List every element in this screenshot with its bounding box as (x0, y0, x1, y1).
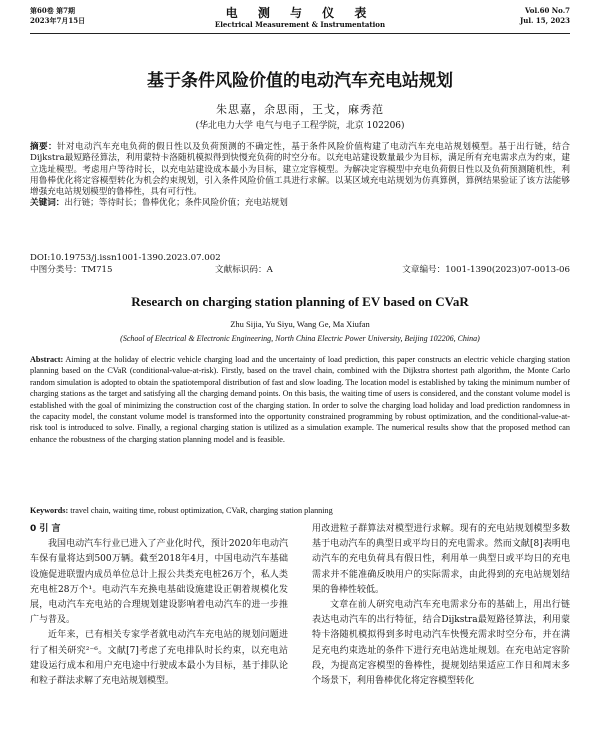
body-column-right (312, 522, 570, 689)
affiliation-en: (School of Electrical & Electronic Engineering, North China Electric Power University, Beijing 102206, China) (120, 334, 480, 343)
doi: DOI:10.19753/j.issn1001-1390.2023.07.002 (30, 253, 221, 263)
keywords-en-text: travel chain, waiting time, robust optimization, CVaR, charging station planning (70, 506, 333, 515)
keywords-en-label: Keywords: (30, 506, 69, 515)
keywords-cn (30, 198, 570, 209)
body-paragraph: 文章在前人研究电动汽车充电需求分布的基础上，用出行链表达电动汽车的出行特征，结合Dijkstra最短路径算法，利用蒙特卡洛随机模拟得到多时电动汽车快慢充需求时空分布，并在满足充电约束选址的条件下进行充电站选址规划。在充电站定容阶段，为提高定容模型的鲁棒性，提规划结果适应工作日和周末多个场景下，利用鲁棒优化将定容模型转化 (312, 600, 570, 687)
body-paragraph: 近年来，已有相关专家学者就电动汽车充电站的规划问题进行了相关研究²⁻⁶。文献[7]考虑了充电排队时长约束，以充电站建设运行成本和用户充电途中行驶成本最小为目标，基于排队论和粒子群法求解了充电站规划模型。 (30, 630, 288, 687)
abstract-en-text: Aiming at the holiday of electric vehicle charging load and the uncertainty of load prediction, this paper constructs an electric vehicle charging station planning based on the CVaR (conditional-value-at-risk). Firstly, based on the travel chain, combined with the Dijkstra shortest path algorithm, the Monte Carlo random simulation is adopted to obtain the spatiotemporal distribution of fast and slow loading. The location model is established by taking the minimum number of charging stations as the target and satisfying all the charging demand points. On this basis, the waiting time of users is considered, and the constant volume model is established with the goal of minimizing the construction cost of the charging station. In order to solve the charging load holiday and load prediction randomness in the capacity model, the constant volume model is transformed into the opportunity constrained programming by robust optimization, and the conditional-value-at-risk tool is introduced to solve. Finally, a regional charging station is utilized as a simulation example. The numerical results show that the proposed method can enhance the robustness of the charging station planning model and is feasible. (30, 355, 570, 444)
journal-name-en: Electrical Measurement & Instrumentation (214, 20, 386, 29)
volume-cn: 第60卷 第7期 (30, 6, 76, 15)
header-right (520, 6, 570, 26)
page-header (30, 6, 570, 34)
body-paragraph: 用改进粒子群算法对模型进行求解。现有的充电站规划模型多数基于电动汽车的典型日或平均日的充电需求。然而文献[8]表明电动汽车的充电负荷具有假日性，利用单一典型日或平均日的充电需求并不能准确反映用户的实际需求，由此得到的充电站规划结果的鲁棒性较低。 (312, 524, 570, 595)
volume-en: Vol.60 No.7 (525, 6, 570, 15)
keywords-cn-label: 关键词： (30, 198, 65, 209)
document-code: 文献标识码：A (215, 265, 273, 275)
header-divider (30, 33, 570, 34)
date-cn: 2023年7月15日 (30, 16, 86, 25)
affiliation-cn: (华北电力大学 电气与电子工程学院，北京 102206) (195, 121, 405, 131)
abstract-en (30, 354, 570, 445)
body-column-left (30, 522, 288, 689)
date-en: Jul. 15, 2023 (519, 16, 570, 25)
authors-en: Zhu Sijia, Yu Siyu, Wang Ge, Ma Xiufan (230, 319, 370, 329)
paper-title-cn: 基于条件风险价值的电动汽车充电站规划 (147, 71, 453, 91)
authors-cn: 朱思嘉，余思雨，王戈，麻秀范 (216, 103, 384, 116)
abstract-cn-label: 摘要： (30, 142, 58, 152)
clc-number: 中图分类号：TM715 (30, 265, 113, 275)
keywords-cn-text: 出行链；等待时长；鲁棒优化；条件风险价值；充电站规划 (64, 198, 288, 209)
abstract-cn (30, 142, 570, 210)
section-heading-introduction: 0 引 言 (30, 524, 61, 534)
article-number: 文章编号：1001-1390(2023)07-0013-06 (402, 265, 570, 275)
abstract-cn-text: 针对电动汽车充电负荷的假日性以及负荷预测的不确定性，基于条件风险价值构建了电动汽车充电站规划模型。基于出行链，结合Dijkstra最短路径算法，利用蒙特卡洛随机模拟得到快慢充负荷的时空分布。以充电站建设数量最少为目标，满足所有充电需求点为约束，建立选址模型。考虑用户等待时长，以充电站建设成本最小为目标，建立定容模型。为解决定容模型中充电负荷假日性以及负荷预测随机性，利用鲁棒优化将定容模型转化为机会约束规划，引入条件风险价值工具进行求解。以某区域充电站规划为仿真算例，算例结果验证了该方法能够增强充电站规划模型的鲁棒性，具有可行性。 (30, 142, 570, 198)
header-center (30, 6, 570, 29)
body-paragraph: 我国电动汽车行业已进入了产业化时代，预计2020年电动汽车保有量将达到500万辆。截至2018年4月，中国电动汽车基础设施促进联盟内成员单位总计上报公共类充电桩26万个，私人类充电桩28万个¹。电动汽车充换电基础设施建设正朝着规模化发展，电动汽车充电站的合理规划建设影响着电动汽车的进一步推广与普及。 (30, 539, 288, 626)
abstract-en-label: Abstract: (30, 355, 64, 364)
paper-title-en: Research on charging station planning of EV based on CVaR (131, 294, 469, 309)
keywords-en (30, 505, 570, 516)
journal-name-cn: 电 测 与 仪 表 (225, 6, 375, 20)
